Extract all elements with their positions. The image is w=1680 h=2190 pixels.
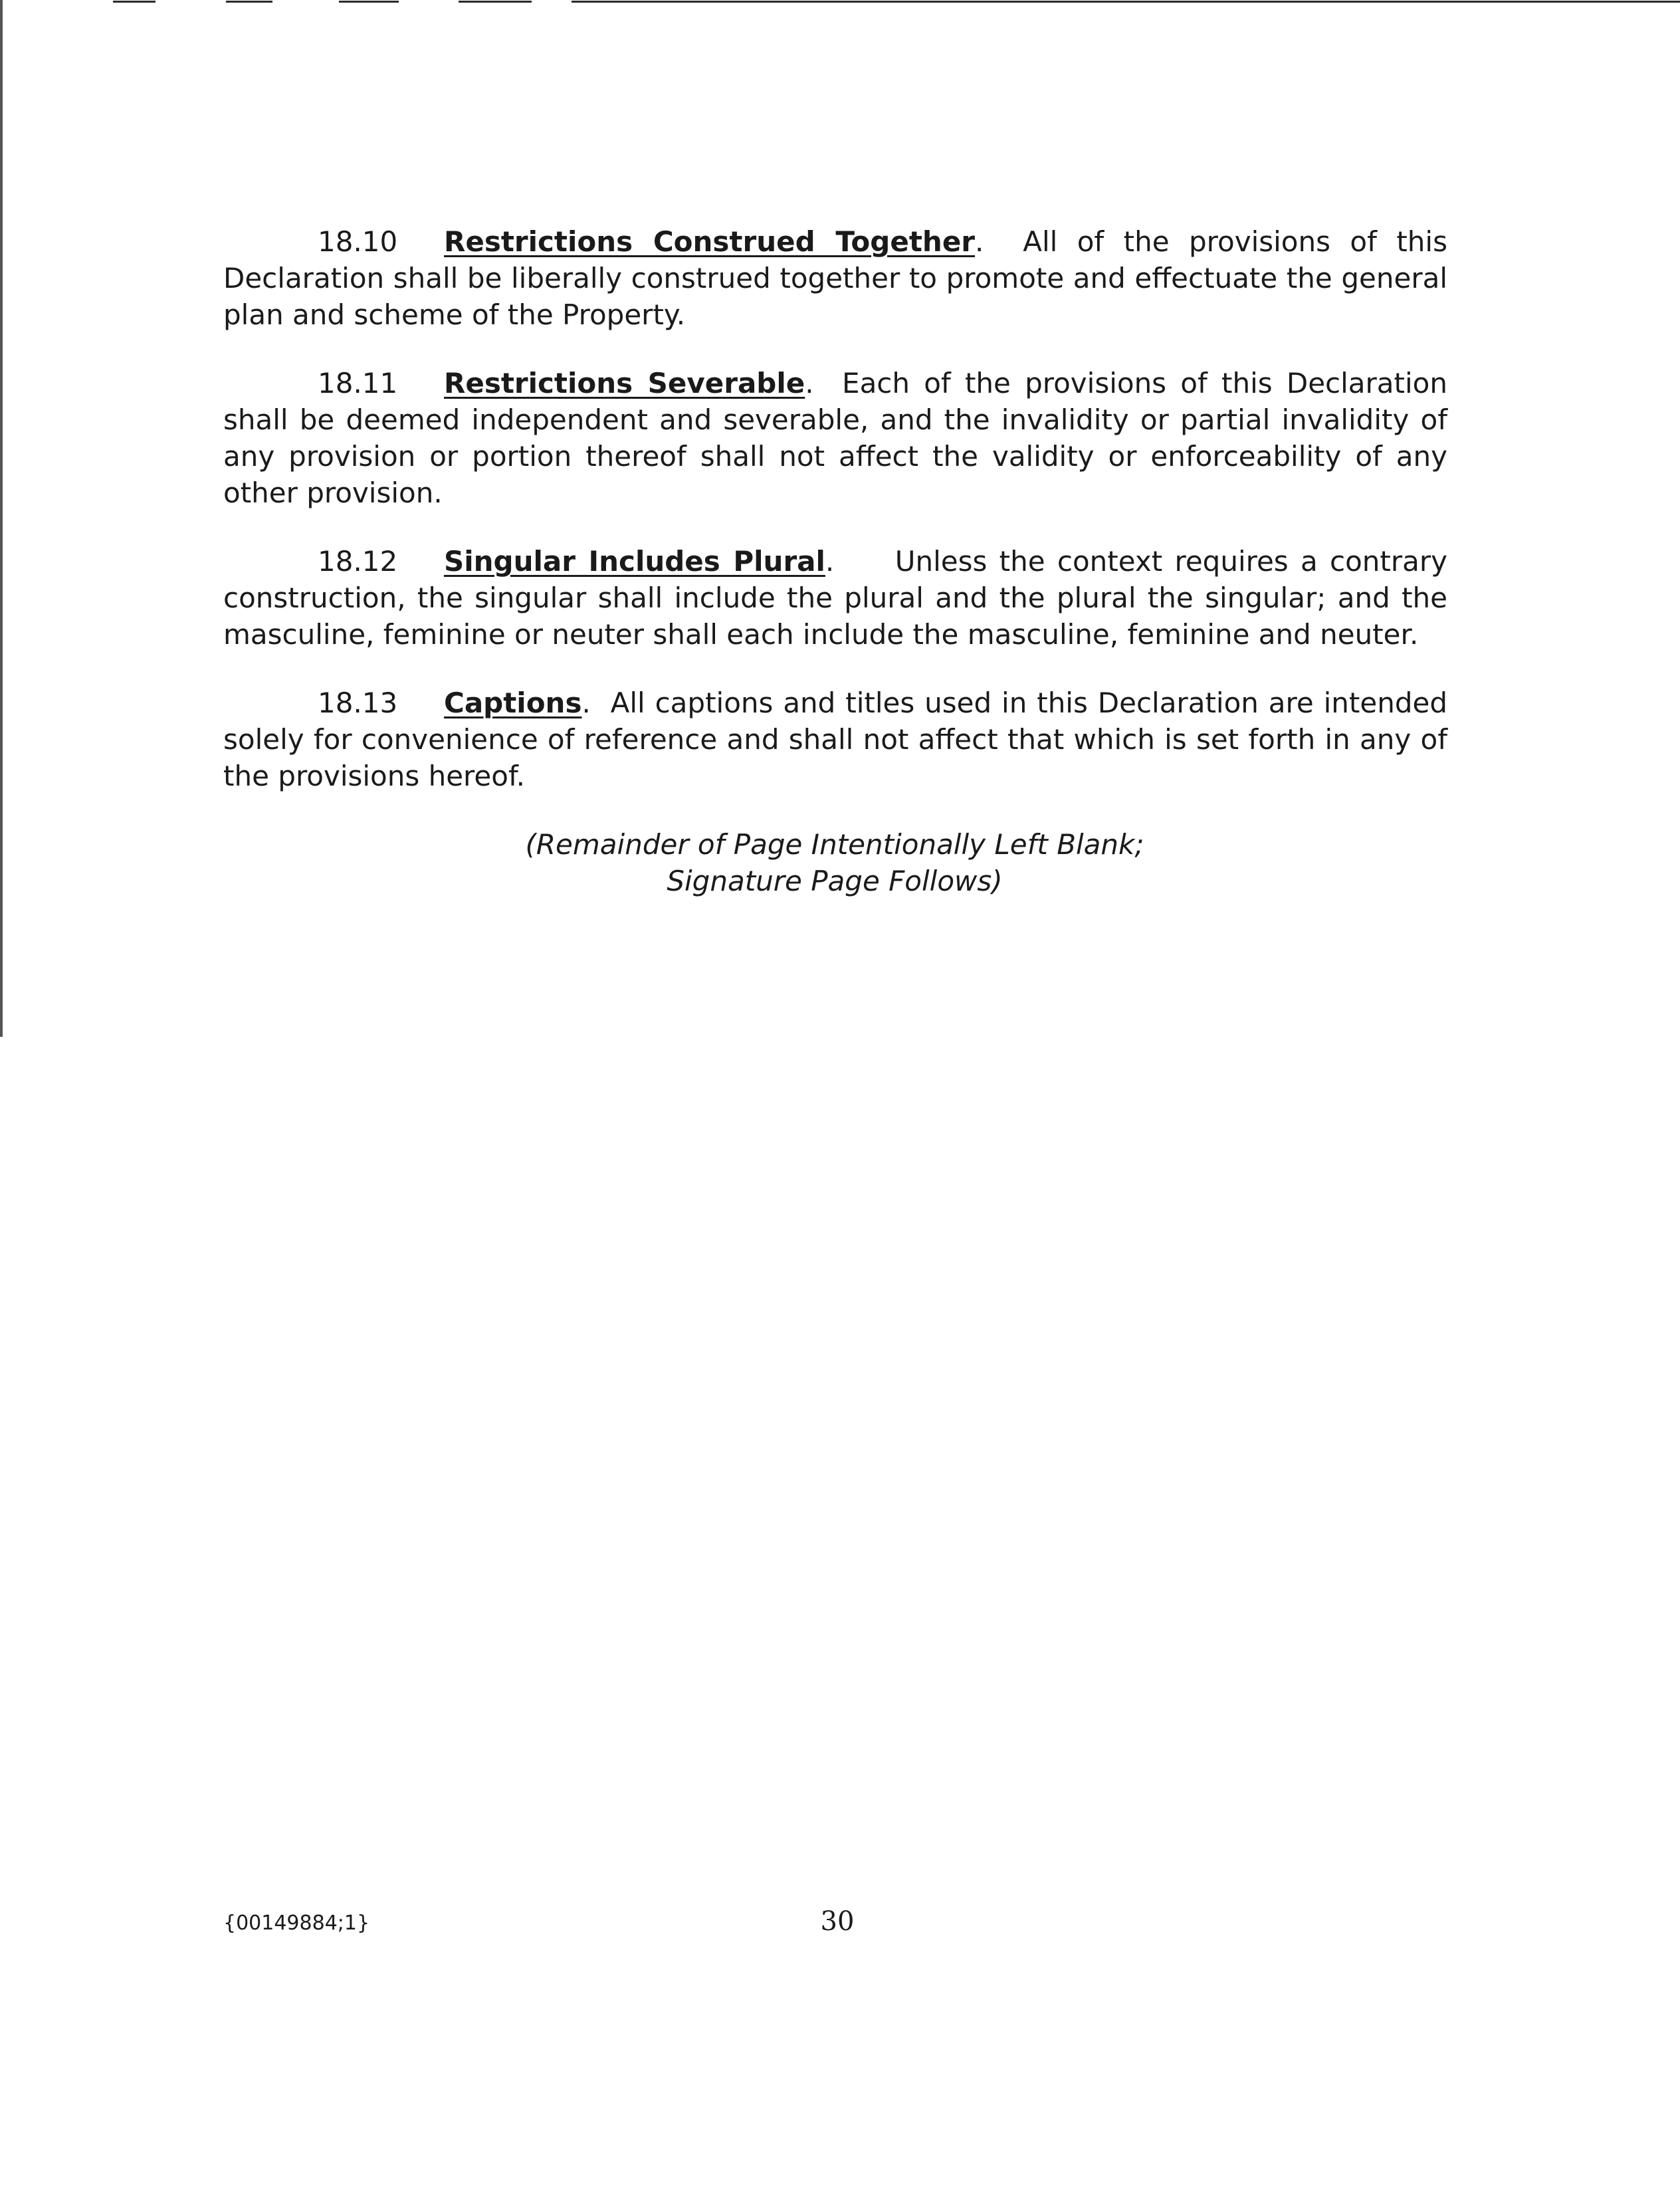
section-number: 18.11: [318, 367, 398, 399]
section-number: 18.12: [318, 545, 398, 578]
scan-left-edge: [0, 0, 3, 1037]
remainder-note: [223, 826, 1247, 899]
section-18-11: 18.11 Restrictions Severable. Each of the provisions of this Declaration shall be deemed independent and severable, and the invalidity or partial invalidity of any provision or portion thereof shall not affect the validity or enforceability of any other provision.: [223, 365, 1447, 511]
remainder-note-line-1: (Remainder of Page Intentionally Left Blank;: [525, 828, 1144, 861]
section-heading: Singular Includes Plural: [444, 545, 825, 578]
section-body: All captions and titles used in this Declaration are intended solely for convenience of reference and shall not affect that which is set forth in any of the provisions hereof.: [223, 687, 1447, 792]
section-body: All of the provisions of this Declaration shall be liberally construed together to promote and effectuate the general plan and scheme of the Property.: [223, 225, 1447, 331]
document-body: [223, 223, 1447, 899]
section-number: 18.10: [318, 225, 398, 258]
scan-top-edge: [0, 0, 1680, 4]
section-18-10: 18.10 Restrictions Construed Together. All of the provisions of this Declaration shall be liberally construed together to promote and effectuate the general plan and scheme of the Property.: [223, 223, 1447, 333]
section-18-13: 18.13 Captions. All captions and titles used in this Declaration are intended solely for convenience of reference and shall not affect that which is set forth in any of the provisions hereof.: [223, 685, 1447, 794]
section-18-12: 18.12 Singular Includes Plural. Unless the context requires a contrary construction, the singular shall include the plural and the plural the singular; and the masculine, feminine or neuter shall each include the masculine, feminine and neuter.: [223, 543, 1447, 653]
footer-document-id: {00149884;1}: [223, 1912, 370, 1935]
page-number: 30: [820, 1906, 855, 1937]
remainder-note-line-2: Signature Page Follows): [667, 865, 1003, 897]
section-body: Each of the provisions of this Declaration shall be deemed independent and severable, and the invalidity or partial invalidity of any provision or portion thereof shall not affect the validity or enforceability of any other provision.: [223, 367, 1447, 509]
section-heading: Restrictions Construed Together: [444, 225, 976, 258]
section-body: Unless the context requires a contrary construction, the singular shall include the plural and the plural the singular; and the masculine, feminine or neuter shall each include the masculine, feminine and neuter.: [223, 545, 1447, 651]
section-heading: Restrictions Severable: [444, 367, 805, 399]
section-heading: Captions: [444, 687, 582, 719]
section-number: 18.13: [318, 687, 398, 719]
